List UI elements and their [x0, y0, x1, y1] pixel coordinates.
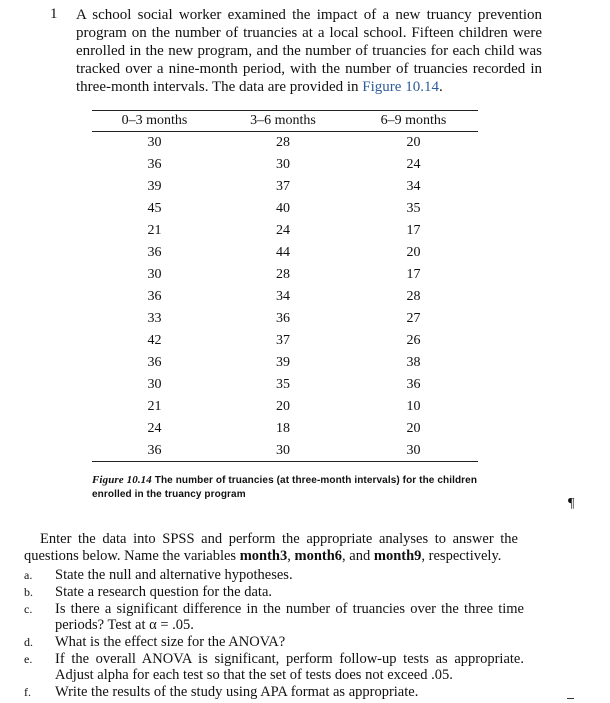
- table-cell: 21: [147, 399, 162, 414]
- column-header-0-3-months: 0–3 months: [92, 111, 217, 132]
- problem-intro: [76, 6, 542, 96]
- table-cell: 28: [276, 135, 290, 150]
- table-cell: 17: [406, 267, 421, 282]
- table-cell: 33: [147, 311, 162, 326]
- question-d: [24, 634, 524, 650]
- table-cell: 27: [406, 311, 421, 326]
- table-cell: 42: [147, 333, 162, 348]
- table-cell: 36: [92, 440, 217, 462]
- table-cell: 36: [147, 157, 162, 172]
- instructions-sep1: ,: [287, 548, 295, 564]
- table-row: [92, 440, 478, 462]
- table-cell: 34: [406, 179, 421, 194]
- pilcrow-mark: ¶: [568, 496, 575, 511]
- table-cell: 17: [406, 223, 421, 238]
- question-f: [24, 684, 524, 700]
- table-cell: 45: [147, 201, 162, 216]
- table-cell: 36: [406, 377, 421, 392]
- table-cell: 20: [406, 135, 421, 150]
- question-text: What is the effect size for the ANOVA?: [55, 634, 286, 650]
- table-cell: 39: [276, 355, 290, 370]
- table-row: [92, 154, 478, 176]
- question-label: f.: [24, 685, 31, 699]
- variable-month3: month3: [239, 548, 288, 564]
- table-cell: 30: [147, 135, 162, 150]
- question-text: If the overall ANOVA is significant, perform follow-up tests as appropriate. Adjust alpha for each test so that the set of tests does not exceed .05.: [55, 651, 524, 683]
- table-row: [92, 286, 478, 308]
- instructions-sep2: , and: [342, 548, 374, 564]
- question-text: Is there a significant difference in the number of truancies over the three time periods? Test at α = .05.: [55, 601, 524, 633]
- table-cell: 28: [406, 289, 421, 304]
- problem-number: 1: [50, 6, 58, 22]
- table-row: [92, 308, 478, 330]
- table-cell: 28: [276, 267, 290, 282]
- question-c: [24, 601, 524, 633]
- table-cell: 26: [406, 333, 421, 348]
- table-cell: 20: [406, 421, 421, 436]
- table-cell: 30: [349, 440, 478, 462]
- question-label: e.: [24, 652, 33, 666]
- question-label: a.: [24, 568, 33, 582]
- table-cell: 20: [406, 245, 421, 260]
- figure-caption: [92, 473, 492, 502]
- table-cell: 30: [147, 377, 162, 392]
- table-row: [92, 418, 478, 440]
- question-a: [24, 567, 524, 583]
- column-header-3-6-months: 3–6 months: [217, 111, 349, 132]
- table-row: [92, 264, 478, 286]
- question-label: b.: [24, 585, 33, 599]
- table-cell: 30: [276, 157, 290, 172]
- question-text: Write the results of the study using APA format as appropriate.: [55, 684, 419, 700]
- question-b: [24, 584, 524, 600]
- table-cell: 39: [147, 179, 162, 194]
- instructions-part2: , respectively.: [421, 548, 502, 564]
- page-edge-mark: [567, 698, 574, 699]
- truancy-data-table: [92, 110, 478, 462]
- question-text: State a research question for the data.: [55, 584, 273, 600]
- instructions-part1: Enter the data into SPSS and perform the appropriate analyses to answer the questions below. Name the variables: [24, 531, 518, 564]
- table-cell: 30: [217, 440, 349, 462]
- table-row: [92, 396, 478, 418]
- intro-end: .: [438, 79, 443, 95]
- table-cell: 36: [276, 311, 290, 326]
- table-cell: 30: [147, 267, 162, 282]
- question-label: c.: [24, 602, 33, 616]
- question-label: d.: [24, 635, 33, 649]
- question-e: [24, 651, 524, 683]
- variable-month9: month9: [373, 548, 422, 564]
- table-cell: 20: [276, 399, 290, 414]
- table-cell: 36: [147, 245, 162, 260]
- table-row: [92, 242, 478, 264]
- table-cell: 36: [147, 355, 162, 370]
- table-cell: 35: [406, 201, 421, 216]
- table-cell: 21: [147, 223, 162, 238]
- instructions-paragraph: [24, 531, 518, 565]
- table-cell: 37: [276, 333, 290, 348]
- intro-text: A school social worker examined the impact of a new truancy prevention program on the number of truancies at a local school. Fifteen children were enrolled in the new program, and the number of truancies for each child was tracked over a nine-month period, with the number of truancies recorded in three-month intervals. The data are provided in: [76, 7, 542, 95]
- table-cell: 24: [147, 421, 162, 436]
- table-cell: 10: [406, 399, 421, 414]
- question-text: State the null and alternative hypotheses.: [55, 567, 293, 583]
- variable-month6: month6: [294, 548, 343, 564]
- table-cell: 44: [276, 245, 290, 260]
- table-cell: 40: [276, 201, 290, 216]
- table-cell: 24: [406, 157, 421, 172]
- table-row: [92, 220, 478, 242]
- figure-reference-link[interactable]: Figure 10.14: [362, 79, 439, 95]
- caption-label: Figure 10.14: [92, 474, 152, 486]
- table-cell: 35: [276, 377, 290, 392]
- question-list: [24, 567, 524, 701]
- table-row: [92, 330, 478, 352]
- table-body: [92, 132, 478, 462]
- table-row: [92, 352, 478, 374]
- data-table: [92, 110, 478, 462]
- table-cell: 34: [276, 289, 290, 304]
- table-cell: 18: [276, 421, 290, 436]
- table-cell: 38: [406, 355, 421, 370]
- column-header-6-9-months: 6–9 months: [349, 111, 478, 132]
- table-row: [92, 132, 478, 155]
- table-header-row: [92, 111, 478, 132]
- table-row: [92, 176, 478, 198]
- table-cell: 37: [276, 179, 290, 194]
- table-row: [92, 374, 478, 396]
- table-row: [92, 198, 478, 220]
- table-cell: 24: [276, 223, 290, 238]
- table-cell: 36: [147, 289, 162, 304]
- caption-text: The number of truancies (at three-month intervals) for the children enrolled in the truancy program: [92, 475, 478, 500]
